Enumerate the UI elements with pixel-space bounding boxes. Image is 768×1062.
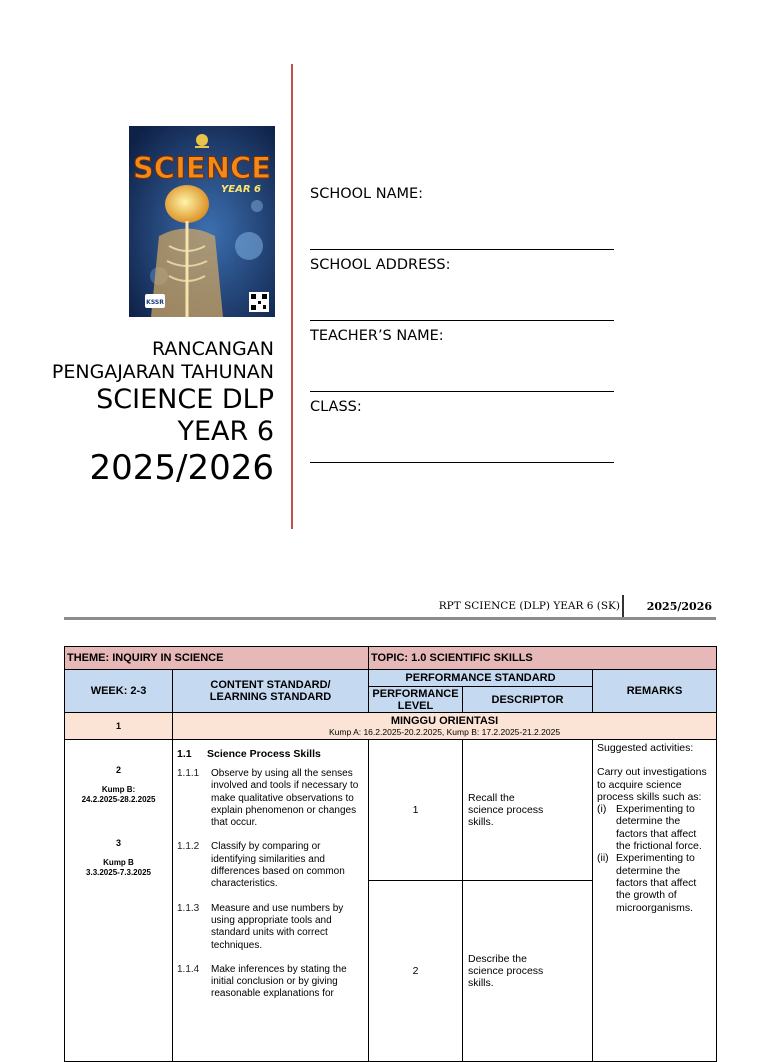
rpt-table bbox=[64, 646, 717, 1062]
descriptor-1 bbox=[463, 740, 593, 881]
school-name-line[interactable] bbox=[310, 208, 614, 250]
remarks-intro: Carry out investigations to acquire science process skills such as: bbox=[597, 766, 707, 803]
level-header-line-1: PERFORMANCE bbox=[372, 687, 459, 700]
learning-standard-item bbox=[177, 841, 364, 890]
performance-level-1: 1 bbox=[369, 740, 463, 881]
page-header bbox=[64, 595, 716, 617]
cover-title-line-2: PENGAJARAN TAHUNAN bbox=[51, 361, 274, 383]
theme-row bbox=[65, 647, 717, 670]
learning-standard-number: 1.1.3 bbox=[177, 902, 200, 914]
orientation-dates: Kump A: 16.2.2025-20.2.2025, Kump B: 17.2.2025-21.2.2025 bbox=[328, 727, 561, 737]
remarks-item bbox=[597, 803, 712, 852]
week-3-group: Kump B bbox=[103, 858, 134, 867]
page-header-rule bbox=[64, 617, 716, 620]
week-2-group: Kump B: bbox=[101, 785, 136, 794]
learning-standards-cell bbox=[173, 740, 369, 1062]
week-number-3: 3 bbox=[115, 838, 121, 848]
content-header-line-1: CONTENT STANDARD/ bbox=[210, 679, 331, 691]
remarks-item-text: Experimenting to determine the factors that affect the growth of microorganisms. bbox=[616, 852, 697, 914]
learning-standard-text: Make inferences by stating the initial conclusion or by giving reasonable explanations for bbox=[211, 963, 347, 1000]
class-line[interactable] bbox=[310, 421, 614, 463]
learning-standard-text: Measure and use numbers by using appropriate tools and standard units with correct techniques. bbox=[211, 902, 344, 951]
book-brand-text: SCIENCE bbox=[132, 151, 272, 185]
week-header: WEEK: 2-3 bbox=[65, 670, 173, 713]
performance-level-header bbox=[369, 687, 463, 713]
theme-cell: THEME: INQUIRY IN SCIENCE bbox=[65, 647, 369, 670]
week-number-2: 2 bbox=[115, 765, 121, 775]
orientation-title: MINGGU ORIENTASI bbox=[390, 715, 499, 727]
cover-year: 2025/2026 bbox=[89, 448, 274, 488]
remarks-header: REMARKS bbox=[593, 670, 717, 713]
week-2-dates: 24.2.2025-28.2.2025 bbox=[81, 795, 156, 804]
orientation-row bbox=[65, 713, 717, 740]
school-name-label: SCHOOL NAME: bbox=[310, 186, 424, 202]
cover-title-line-4: YEAR 6 bbox=[177, 416, 274, 447]
learning-standard-text: Observe by using all the senses involved and tools if necessary to make qualitative observations to explain phenomenon or changes that occur. bbox=[211, 768, 359, 829]
textbook-cover-image bbox=[129, 126, 275, 317]
remarks-item bbox=[597, 852, 712, 913]
learning-standard-number: 1.1.2 bbox=[177, 841, 200, 853]
remarks-item-marker: (i) bbox=[597, 803, 607, 816]
content-standard-title: Science Process Skills bbox=[207, 748, 321, 760]
descriptor-2-text: Describe the science process skills. bbox=[468, 952, 544, 990]
qr-code-icon bbox=[249, 292, 269, 312]
page-header-separator bbox=[622, 595, 624, 617]
learning-standard-item bbox=[177, 768, 364, 829]
content-header-line-2: LEARNING STANDARD bbox=[209, 691, 332, 703]
page-header-title: RPT SCIENCE (DLP) YEAR 6 (SK) bbox=[438, 600, 620, 612]
lesson-row-1 bbox=[65, 740, 717, 881]
school-address-label: SCHOOL ADDRESS: bbox=[310, 257, 451, 273]
teacher-name-line[interactable] bbox=[310, 350, 614, 392]
descriptor-header: DESCRIPTOR bbox=[463, 687, 593, 713]
header-row bbox=[65, 670, 717, 687]
class-label: CLASS: bbox=[310, 399, 362, 415]
remarks-heading: Suggested activities: bbox=[597, 742, 694, 754]
cover-title-line-3: SCIENCE DLP bbox=[96, 384, 274, 415]
orientation-cell bbox=[173, 713, 717, 740]
cover-title-block bbox=[52, 338, 274, 488]
remarks-item-marker: (ii) bbox=[597, 852, 609, 865]
teacher-name-label: TEACHER’S NAME: bbox=[310, 328, 444, 344]
remarks-item-text: Experimenting to determine the factors that affect the frictional force. bbox=[616, 803, 702, 853]
performance-level-2: 2 bbox=[369, 881, 463, 1062]
performance-standard-header: PERFORMANCE STANDARD bbox=[369, 670, 593, 687]
textbook-cover-art bbox=[129, 126, 275, 317]
learning-standard-number: 1.1.1 bbox=[177, 768, 200, 779]
school-address-line[interactable] bbox=[310, 279, 614, 321]
topic-cell: TOPIC: 1.0 SCIENTIFIC SKILLS bbox=[369, 647, 717, 670]
cover-title-line-1: RANCANGAN bbox=[151, 338, 274, 360]
orientation-week: 1 bbox=[65, 713, 173, 740]
page-header-year: 2025/2026 bbox=[646, 600, 712, 613]
learning-standard-item bbox=[177, 964, 364, 1001]
school-info-form bbox=[310, 186, 630, 463]
book-series-text: KSSR bbox=[146, 299, 164, 306]
week-cell bbox=[65, 740, 173, 1062]
remarks-cell bbox=[593, 740, 717, 1062]
learning-standard-text: Classify by comparing or identifying similarities and differences based on common characteristics. bbox=[211, 841, 345, 890]
content-standard-heading bbox=[177, 748, 364, 760]
week-3-dates: 3.3.2025-7.3.2025 bbox=[86, 868, 151, 877]
level-header-line-2: LEVEL bbox=[397, 699, 434, 712]
descriptor-1-text: Recall the science process skills. bbox=[468, 791, 544, 829]
learning-standard-number: 1.1.4 bbox=[177, 963, 200, 975]
learning-standard-item bbox=[177, 903, 364, 952]
content-standard-number: 1.1 bbox=[177, 748, 192, 760]
cover-divider bbox=[291, 64, 293, 529]
book-grade-text: YEAR 6 bbox=[221, 184, 261, 195]
content-standard-header bbox=[173, 670, 369, 713]
descriptor-2 bbox=[463, 881, 593, 1062]
